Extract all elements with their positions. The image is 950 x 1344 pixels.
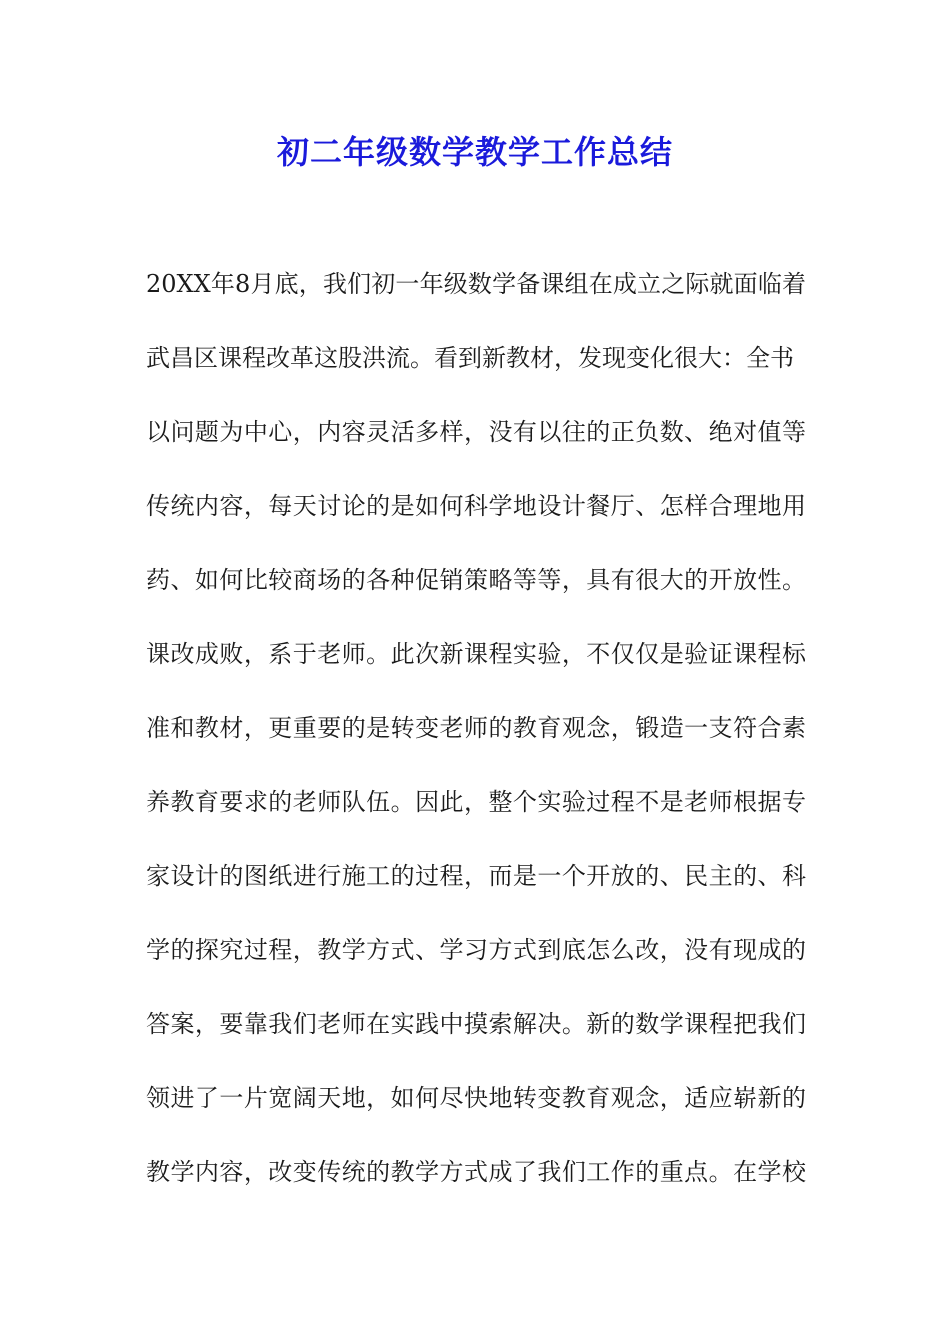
body-line: 20XX年8月底，我们初一年级数学备课组在成立之际就面临着: [146, 270, 806, 298]
body-line: 准和教材，更重要的是转变老师的教育观念，锻造一支符合素: [146, 714, 806, 742]
body-line: 药、如何比较商场的各种促销策略等等，具有很大的开放性。: [146, 566, 806, 594]
document-body: [146, 262, 806, 1224]
body-line: 武昌区课程改革这股洪流。看到新教材，发现变化很大：全书: [146, 344, 794, 372]
document-title: 初二年级数学教学工作总结: [276, 133, 673, 171]
body-line: 养教育要求的老师队伍。因此，整个实验过程不是老师根据专: [146, 788, 806, 816]
body-line: 教学内容，改变传统的教学方式成了我们工作的重点。在学校: [146, 1158, 806, 1186]
body-line: 传统内容，每天讨论的是如何科学地设计餐厅、怎样合理地用: [146, 492, 806, 520]
body-line: 答案，要靠我们老师在实践中摸索解决。新的数学课程把我们: [146, 1010, 806, 1038]
body-line: 以问题为中心，内容灵活多样，没有以往的正负数、绝对值等: [146, 418, 806, 446]
body-line: 学的探究过程，教学方式、学习方式到底怎么改，没有现成的: [146, 936, 806, 964]
body-line: 课改成败，系于老师。此次新课程实验，不仅仅是验证课程标: [146, 640, 806, 668]
body-line: 领进了一片宽阔天地，如何尽快地转变教育观念，适应崭新的: [146, 1084, 806, 1112]
body-line: 家设计的图纸进行施工的过程，而是一个开放的、民主的、科: [146, 862, 806, 890]
